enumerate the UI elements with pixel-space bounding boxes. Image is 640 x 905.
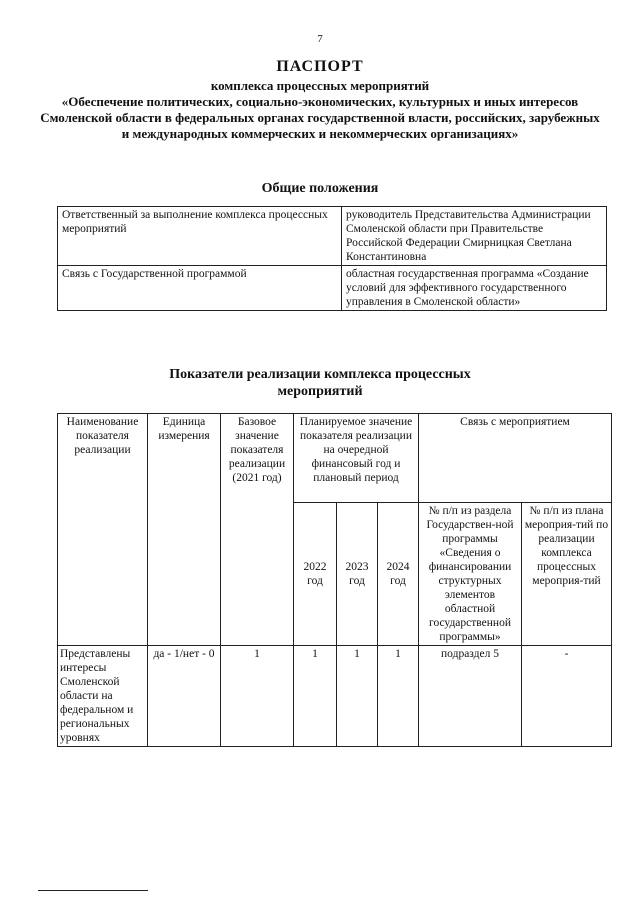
- general-value: руководитель Представительства Администрации Смоленской области при Правительстве Российской Федерации Смирницкая Светлана Константиновна: [342, 207, 607, 266]
- page-number: 7: [317, 33, 323, 45]
- general-table: [57, 206, 607, 311]
- header-unit: Единица измерения: [148, 414, 221, 646]
- table-header-row: [58, 414, 612, 503]
- subtitle-line-1: комплекса процессных мероприятий: [210, 78, 430, 93]
- document-subtitle: [40, 78, 600, 142]
- row-link-plan: -: [522, 646, 612, 747]
- general-value: областная государственная программа «Создание условий для эффективного государственного управления в Смоленской области»: [342, 266, 607, 311]
- row-link-state: подраздел 5: [419, 646, 522, 747]
- header-2022: 2022 год: [294, 503, 337, 646]
- header-link-plan: № п/п из плана мероприя-тий по реализации комплекса процессных мероприя-тий: [522, 503, 612, 646]
- footnote-divider: [38, 890, 148, 891]
- general-label: Связь с Государственной программой: [58, 266, 342, 311]
- general-label: Ответственный за выполнение комплекса процессных мероприятий: [58, 207, 342, 266]
- subtitle-line-2: «Обеспечение политических, социально-экономических, культурных и иных интересов Смоленской области в федеральных органах государственной власти, российских, зарубежных и международных коммерческих и некоммерческих организациях»: [40, 94, 600, 141]
- header-link-state: № п/п из раздела Государствен-ной программы «Сведения о финансировании структурных элементов областной государственной программы»: [419, 503, 522, 646]
- header-planned: Планируемое значение показателя реализации на очередной финансовый год и плановый период: [294, 414, 419, 503]
- table-row: [58, 646, 612, 747]
- table-row: [58, 207, 607, 266]
- header-link: Связь с мероприятием: [419, 414, 612, 503]
- indicators-table: [57, 413, 612, 747]
- header-base: Базовое значение показателя реализации (2021 год): [221, 414, 294, 646]
- row-name: Представлены интересы Смоленской области на федеральном и региональных уровнях: [58, 646, 148, 747]
- row-2022: 1: [294, 646, 337, 747]
- header-2024: 2024 год: [378, 503, 419, 646]
- header-2023: 2023 год: [337, 503, 378, 646]
- row-2024: 1: [378, 646, 419, 747]
- row-unit: да - 1/нет - 0: [148, 646, 221, 747]
- header-name: Наименование показателя реализации: [58, 414, 148, 646]
- indicators-heading: Показатели реализации комплекса процессных мероприятий: [169, 367, 471, 399]
- row-2023: 1: [337, 646, 378, 747]
- row-base: 1: [221, 646, 294, 747]
- general-heading: Общие положения: [261, 181, 379, 196]
- table-row: [58, 266, 607, 311]
- document-title: ПАСПОРТ: [276, 58, 364, 75]
